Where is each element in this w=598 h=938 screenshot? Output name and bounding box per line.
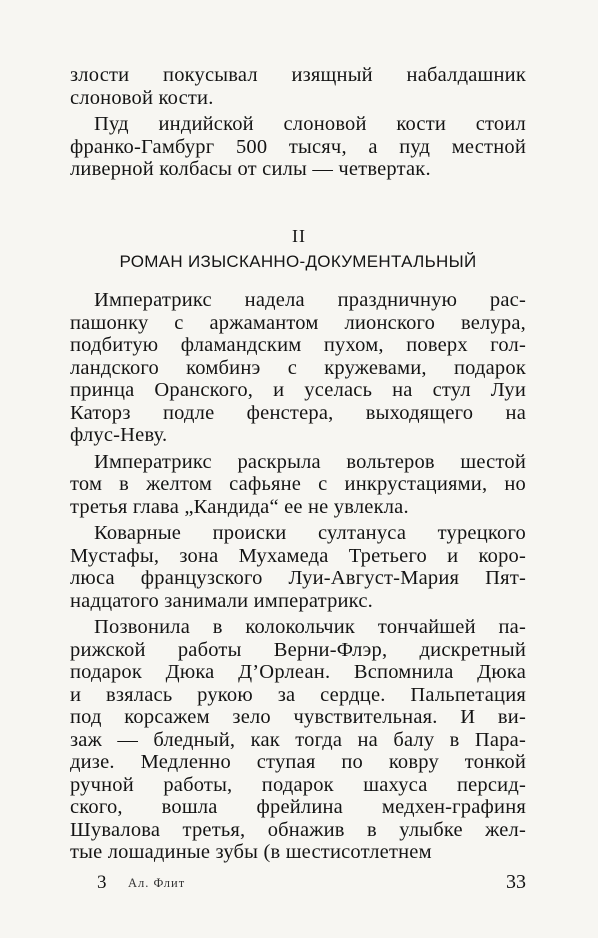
text-line: принца Оранского, и уселась на стул Луи [70,379,526,401]
paragraph [70,616,526,864]
text-line: Пуд индийской слоновой кости стоил [94,113,526,135]
text-line: Шувалова третья, обнажив в улыбке жел- [70,818,526,841]
text-line: третья глава „Кандида“ ее не увлекла. [70,495,409,518]
text-line: рижской работы Верни-Флэр, дискретный [70,638,526,661]
text-line: и взялась рукою за сердце. Пальпетация [70,683,526,706]
text-line: флус-Неву. [70,424,168,446]
paragraph [70,522,526,616]
text-line: Мустафы, зона Мухамеда Третьего и коро- [70,544,526,567]
text-line: под корсажем зело чувствительная. И ви- [70,706,526,728]
paragraph-ivory-price [70,113,526,181]
text-line: подарок Дюка Д’Орлеан. Вспомнила Дюка [70,661,526,683]
paragraph [70,451,526,523]
text-line: Коварные происки султануса турецкого [94,522,526,544]
text-line: дизе. Медленно ступая по ковру тонкой [70,751,526,773]
text-line: ручной работы, подарок шахуса персид- [70,773,526,796]
text-line: злости покусывал изящный набалдашник [70,64,526,86]
text-line: Позвонила в колокольчик тончайшей па- [94,616,526,638]
signature-label: Ал. Флит [128,876,186,890]
text-line: Императрикс раскрыла вольтеров шестой [94,450,526,473]
text-line: надцатого занимали императрикс. [70,589,373,612]
continued-paragraph [70,64,526,109]
text-line: ливерной колбасы от силы — четвертак. [70,158,431,180]
text-line: том в желтом сафьяне с инкрустациями, но [70,473,526,495]
text-line: ского, вошла фрейлина медхен-графиня [70,796,526,818]
text-line: ландского комбинэ с кружевами, подарок [70,356,526,379]
chapter-title: РОМАН ИЗЫСКАННО-ДОКУМЕНТАЛЬНЫЙ [119,252,477,271]
signature-number: 3 [97,872,107,893]
paragraph [70,289,526,451]
text-line: заж — бледный, как тогда на балу в Пара- [70,728,526,751]
chapter-number: II [292,226,306,246]
text-line: люса французского Луи-Август-Мария Пят- [70,567,526,589]
page-number: 33 [506,871,526,893]
text-line: франко-Гамбург 500 тысяч, а пуд местной [70,135,526,158]
text-line: пашонку с аржамантом лионского велура, [70,311,526,334]
text-line: Каторз подле фенстера, выходящего на [70,401,526,424]
text-line: слоновой кости. [70,86,214,109]
chapter-body [70,289,526,864]
text-line: Императрикс надела праздничную рас- [94,289,526,311]
text-line: тые лошадиные зубы (в шестисотлетнем [70,841,432,863]
text-line: подбитую фламандским пухом, поверх гол- [70,334,526,356]
